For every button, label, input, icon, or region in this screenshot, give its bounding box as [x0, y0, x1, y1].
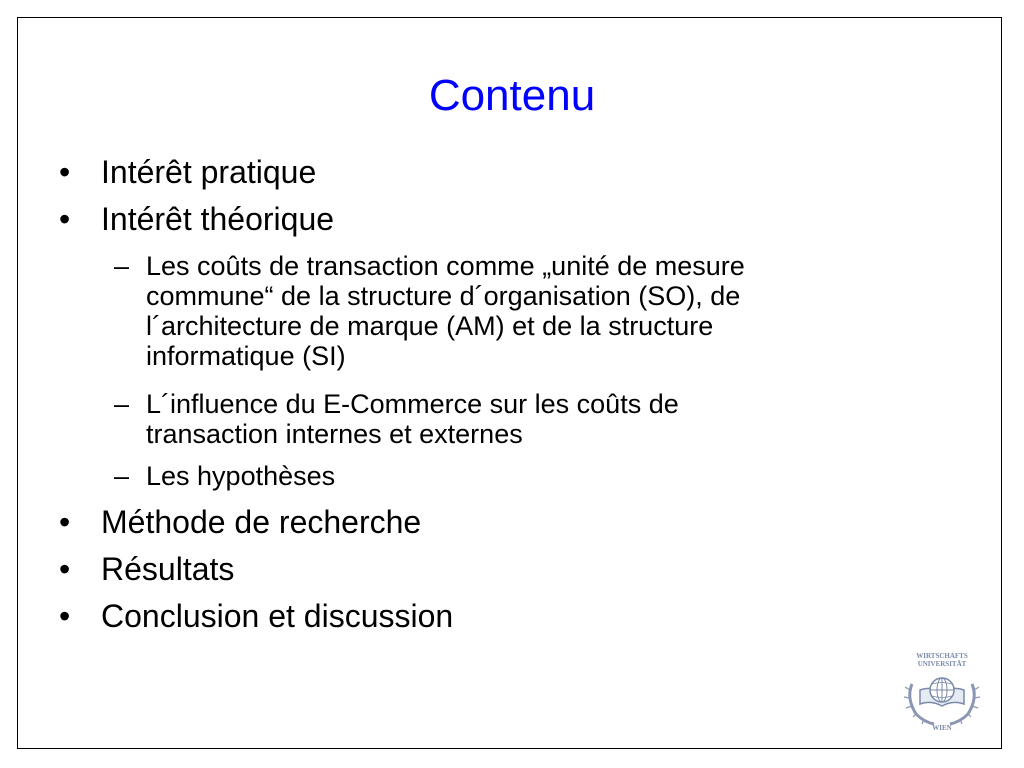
bullet-text: Intérêt pratique [101, 154, 317, 190]
sub-bullet-line: commune“ de la structure d´organisation (SO), de [146, 281, 741, 311]
sub-bullet-marker: – [114, 389, 130, 419]
sub-bullet-line: Les hypothèses [146, 461, 336, 491]
bullet-marker: • [59, 598, 71, 634]
sub-bullet-marker: – [114, 461, 130, 491]
bullet-marker: • [59, 154, 71, 190]
sub-bullet-line: Les coûts de transaction comme „unité de mesure [146, 251, 745, 281]
sub-bullet-line: transaction internes et externes [146, 419, 523, 449]
logo-text-top-1: WIRTSCHAFTS [916, 652, 968, 660]
logo-text-bottom: WIEN [932, 724, 952, 732]
sub-bullet-line: l´architecture de marque (AM) et de la structure [146, 311, 714, 341]
sub-bullet-marker: – [114, 251, 130, 281]
sub-bullet-text [146, 251, 745, 371]
bullet-text: Intérêt théorique [101, 201, 335, 237]
sub-bullet-line: informatique (SI) [146, 341, 346, 371]
bullet-text: Résultats [101, 551, 235, 587]
bullet-marker: • [59, 504, 71, 540]
sub-bullet-text [146, 461, 335, 491]
bullet-text: Méthode de recherche [101, 504, 422, 540]
sub-bullet-text [146, 389, 679, 449]
university-logo [898, 650, 986, 732]
slide-title: Contenu [428, 71, 596, 120]
bullet-marker: • [59, 551, 71, 587]
bullet-marker: • [59, 201, 71, 237]
sub-bullet-line: L´influence du E-Commerce sur les coûts de [146, 389, 679, 419]
bullet-text: Conclusion et discussion [101, 598, 454, 634]
logo-text-top-2: UNIVERSITÄT [917, 660, 967, 668]
